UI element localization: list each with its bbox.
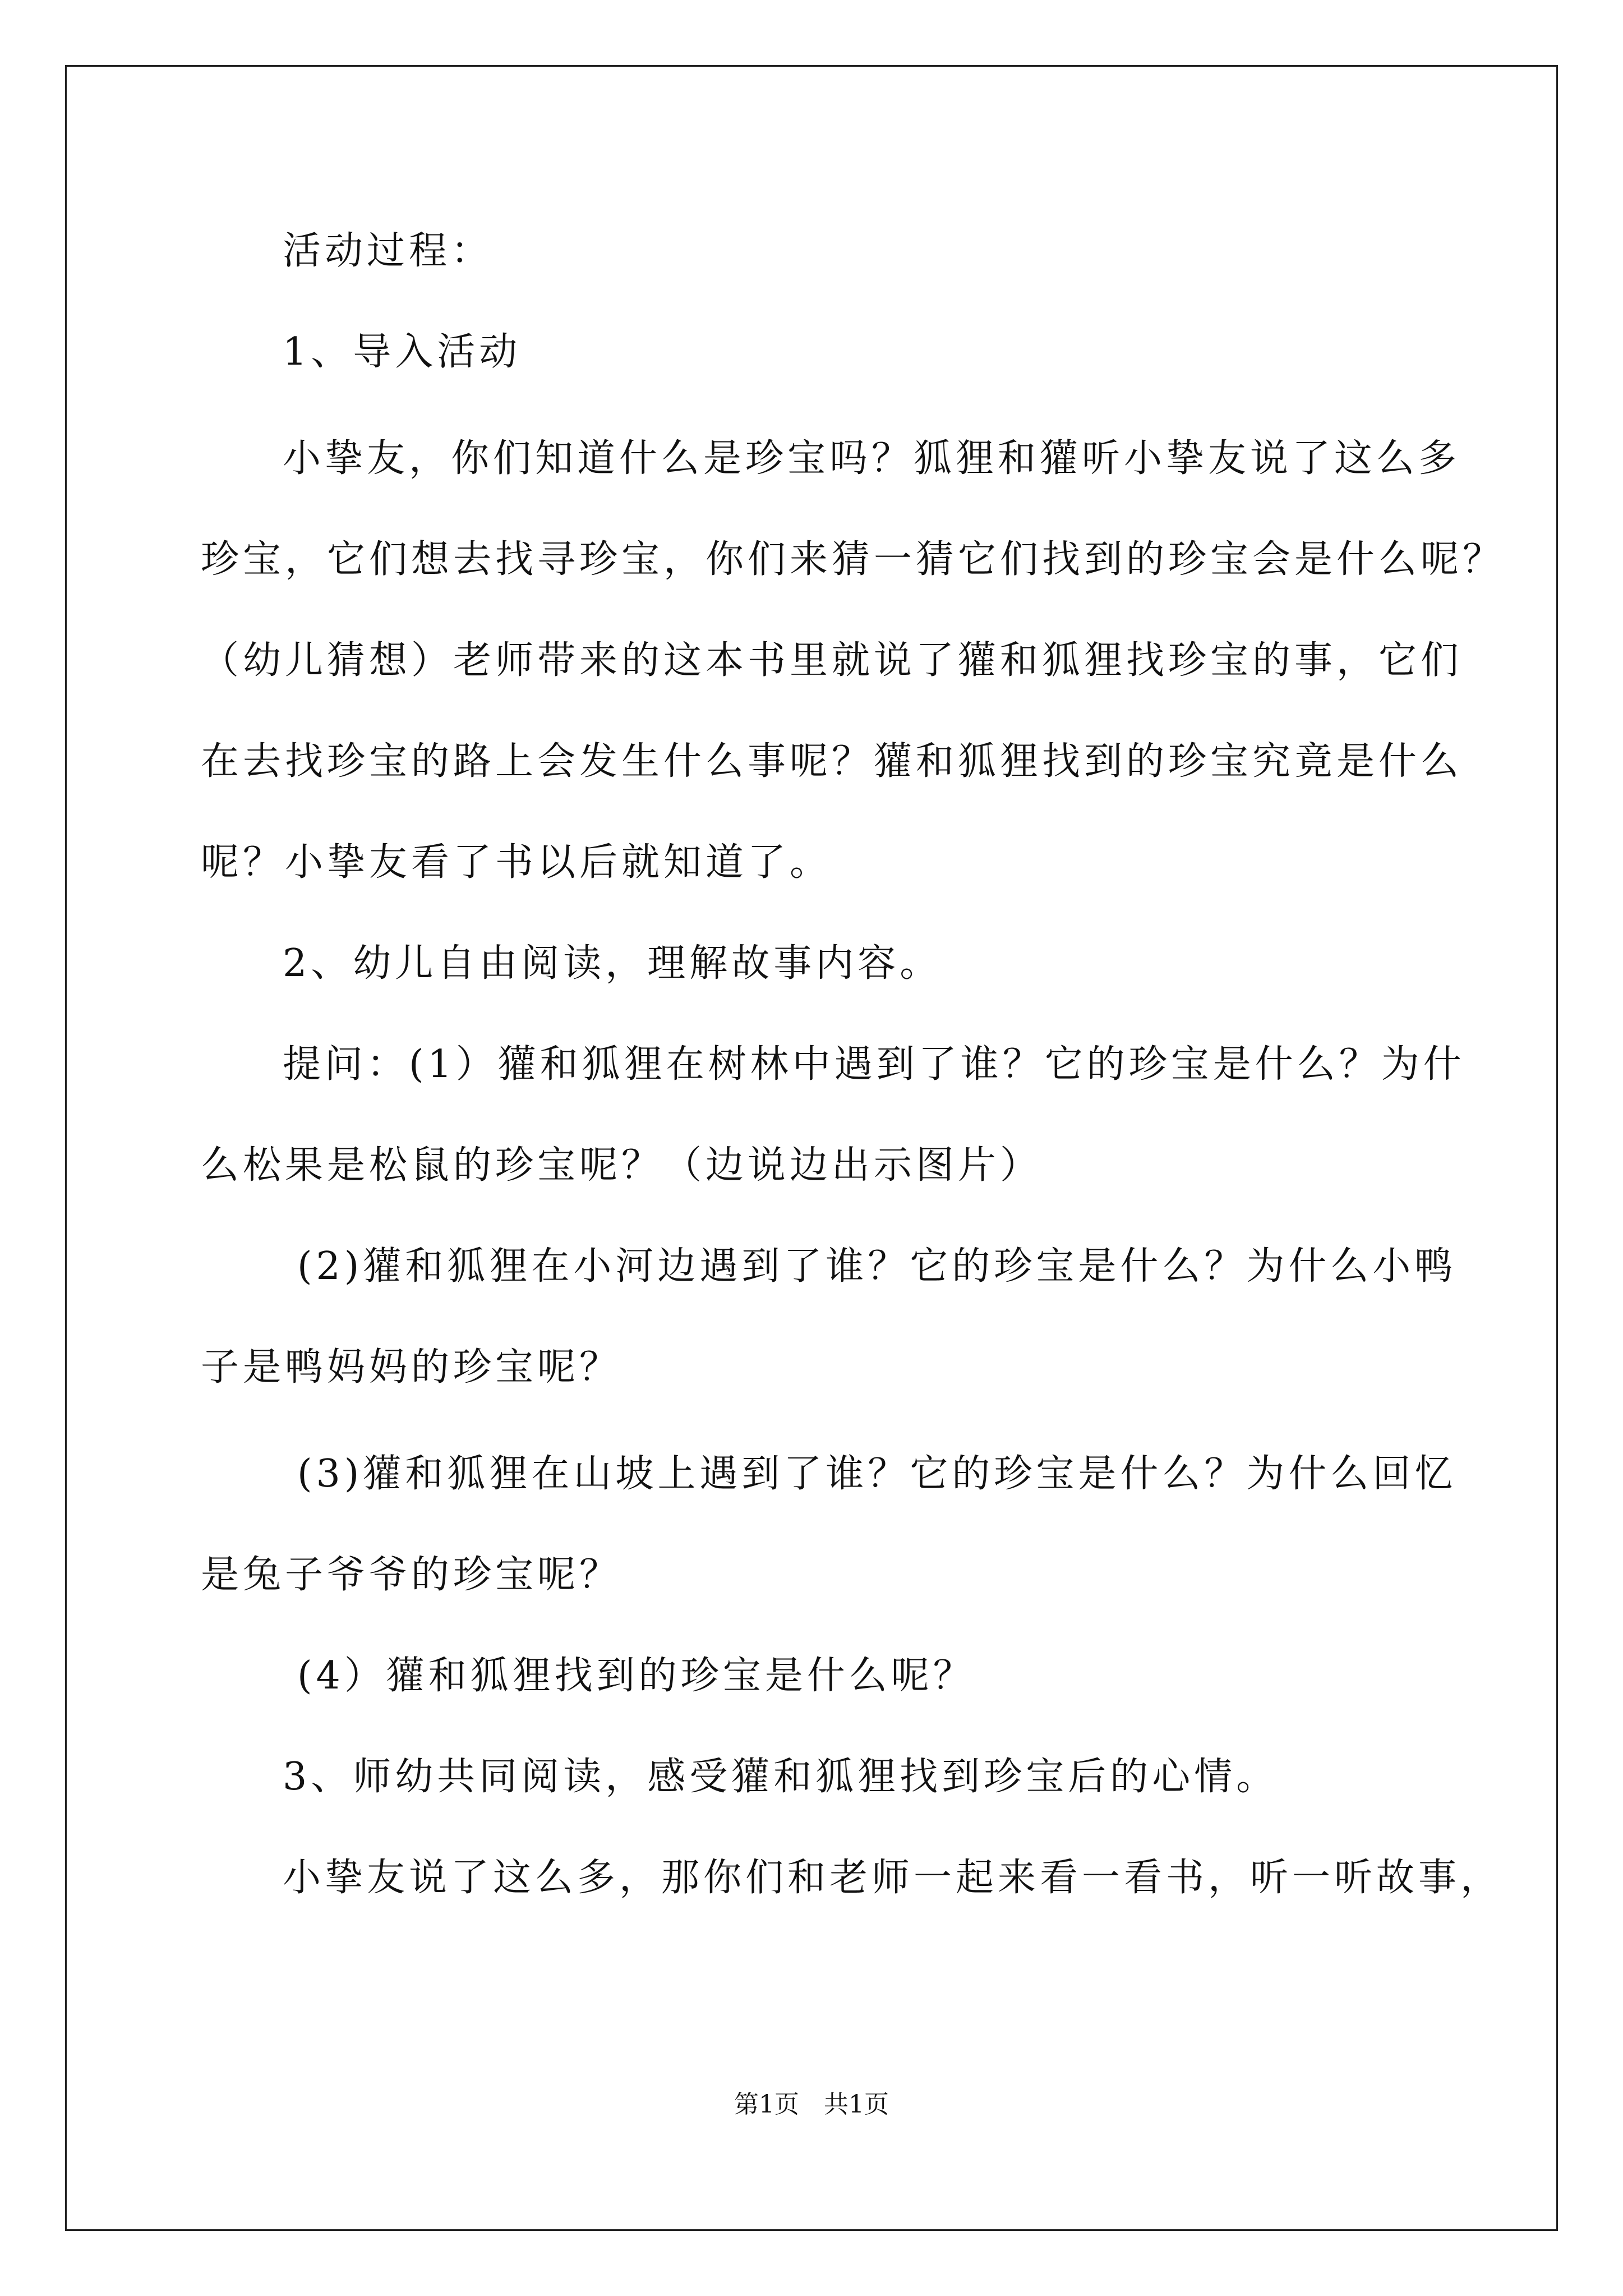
- item-heading-2: 2、幼儿自由阅读，理解故事内容。: [283, 941, 942, 986]
- paragraph-line: 呢？小挚友看了书以后就知道了。: [201, 840, 832, 885]
- question-line: (2)獾和狐狸在小河边遇到了谁？它的珍宝是什么？为什么小鸭: [297, 1244, 1457, 1289]
- paragraph-line: 珍宝，它们想去找寻珍宝，你们来猜一猜它们找到的珍宝会是什么呢？: [201, 537, 1505, 582]
- question-line: 提问：(1）獾和狐狸在树林中遇到了谁？它的珍宝是什么？为什: [283, 1042, 1465, 1087]
- paragraph-line: 小挚友说了这么多，那你们和老师一起来看一看书，听一听故事，: [283, 1856, 1503, 1900]
- question-line: (4）獾和狐狸找到的珍宝是什么呢？: [297, 1654, 975, 1698]
- question-line: 么松果是松鼠的珍宝呢？（边说边出示图片）: [201, 1143, 1043, 1188]
- item-heading-1: 1、导入活动: [283, 330, 522, 374]
- question-line: 子是鸭妈妈的珍宝呢？: [201, 1345, 622, 1389]
- paragraph-line: 小挚友，你们知道什么是珍宝吗？狐狸和獾听小挚友说了这么多: [283, 436, 1461, 481]
- section-heading: 活动过程：: [283, 229, 494, 273]
- item-heading-3: 3、师幼共同阅读，感受獾和狐狸找到珍宝后的心情。: [283, 1755, 1279, 1799]
- question-line: 是兔子爷爷的珍宝呢？: [201, 1553, 622, 1597]
- page-footer: 第1页 共1页: [734, 2090, 889, 2119]
- question-line: (3)獾和狐狸在山坡上遇到了谁？它的珍宝是什么？为什么回忆: [297, 1452, 1457, 1496]
- paragraph-line: （幼儿猜想）老师带来的这本书里就说了獾和狐狸找珍宝的事，它们: [201, 638, 1463, 683]
- paragraph-line: 在去找珍宝的路上会发生什么事呢？獾和狐狸找到的珍宝究竟是什么: [201, 739, 1463, 784]
